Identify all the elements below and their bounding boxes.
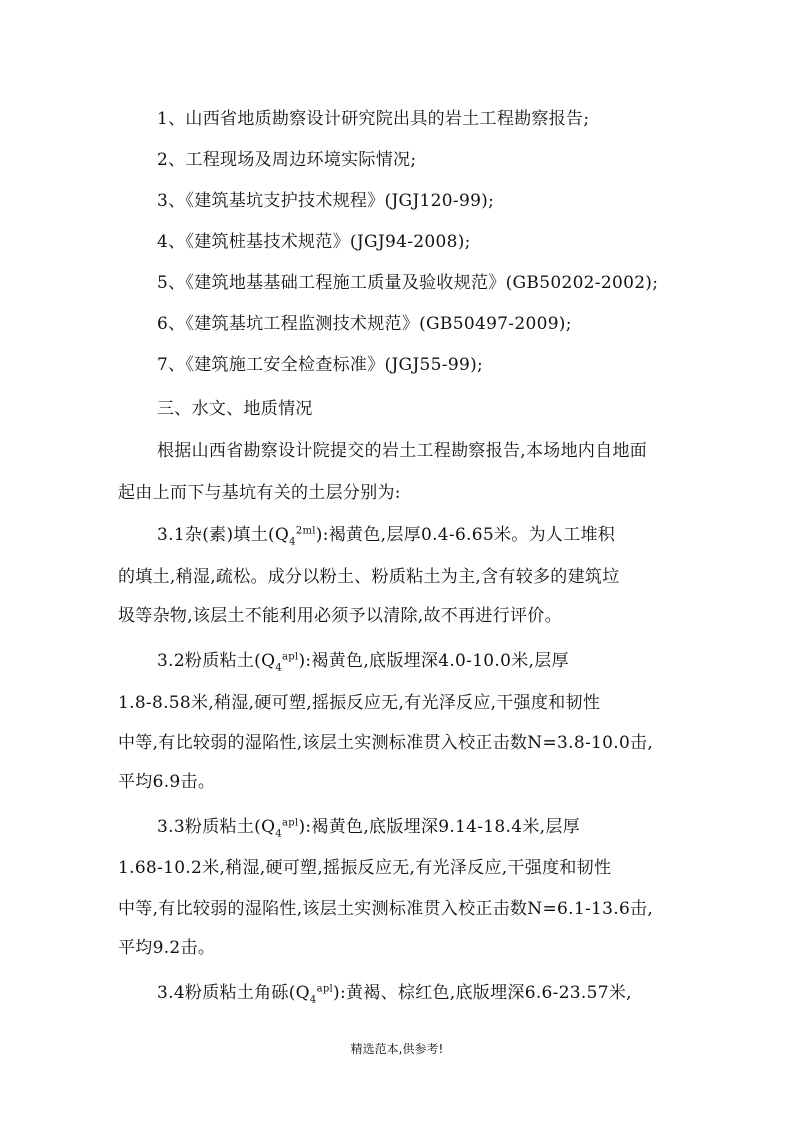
reference-item-6: 6、《建筑基坑工程监测技术规范》(GB50497-2009); (157, 314, 572, 334)
layer-3-4-subscript: 4 (309, 994, 317, 1006)
reference-item-7: 7、《建筑施工安全检查标准》(JGJ55-99); (157, 355, 484, 375)
reference-item-1: 1、山西省地质勘察设计研究院出具的岩土工程勘察报告; (157, 109, 590, 129)
intro-line-1: 根据山西省勘察设计院提交的岩土工程勘察报告,本场地内自地面 (157, 441, 648, 461)
layer-3-2-prefix: 3.2粉质粘土(Q (157, 651, 276, 671)
layer-3-2-line-1 (157, 650, 569, 672)
layer-3-1-line-3: 圾等杂物,该层土不能利用必须予以清除,故不再进行评价。 (118, 606, 562, 626)
layer-3-2-line-3: 中等,有比较弱的湿陷性,该层土实测标准贯入校正击数N=3.8-10.0击, (118, 733, 654, 753)
reference-item-4: 4、《建筑桩基技术规范》(JGJ94-2008); (157, 232, 471, 252)
layer-3-1-superscript: 2ml (295, 525, 316, 537)
reference-item-5: 5、《建筑地基基础工程施工质量及验收规范》(GB50202-2002); (157, 273, 659, 293)
reference-item-3: 3、《建筑基坑支护技术规程》(JGJ120-99); (157, 191, 495, 211)
layer-3-4-rest: ):黄褐、棕红色,底版埋深6.6-23.57米, (333, 983, 632, 1003)
layer-3-3-superscript: apl (281, 817, 299, 829)
layer-3-2-rest: ):褐黄色,底版埋深4.0-10.0米,层厚 (298, 651, 569, 671)
page-footer: 精选范本,供参考! (350, 1042, 444, 1056)
layer-3-1-subscript: 4 (289, 536, 296, 548)
layer-3-3-line-3: 中等,有比较弱的湿陷性,该层土实测标准贯入校正击数N=6.1-13.6击, (118, 899, 654, 919)
layer-3-2-superscript: apl (281, 651, 299, 663)
layer-3-4-superscript: apl (316, 983, 334, 995)
layer-3-3-line-2: 1.68-10.2米,稍湿,硬可塑,摇振反应无,有光泽反应,干强度和韧性 (118, 858, 612, 878)
layer-3-4-line-1 (157, 982, 632, 1004)
layer-3-3-line-4: 平均9.2击。 (118, 938, 216, 958)
layer-3-2-subscript: 4 (275, 662, 282, 674)
reference-item-2: 2、工程现场及周边环境实际情况; (157, 150, 417, 170)
section-heading: 三、水文、地质情况 (157, 399, 313, 419)
layer-3-1-line-2: 的填土,稍湿,疏松。成分以粉土、粉质粘土为主,含有较多的建筑垃 (118, 567, 620, 587)
layer-3-3-prefix: 3.3粉质粘土(Q (157, 817, 276, 837)
layer-3-3-subscript: 4 (275, 828, 282, 840)
layer-3-3-line-1 (157, 816, 580, 838)
intro-line-2: 起由上而下与基坑有关的土层分别为: (118, 483, 401, 503)
layer-3-1-rest: ):褐黄色,层厚0.4-6.65米。为人工堆积 (315, 525, 616, 545)
layer-3-4-prefix: 3.4粉质粘土角砾(Q (157, 983, 310, 1003)
layer-3-1-prefix: 3.1杂(素)填土(Q (157, 525, 290, 545)
layer-3-3-rest: ):褐黄色,底版埋深9.14-18.4米,层厚 (298, 817, 580, 837)
layer-3-1-line-1 (157, 524, 615, 546)
layer-3-2-line-2: 1.8-8.58米,稍湿,硬可塑,摇振反应无,有光泽反应,干强度和韧性 (118, 693, 601, 713)
layer-3-2-line-4: 平均6.9击。 (118, 772, 216, 792)
